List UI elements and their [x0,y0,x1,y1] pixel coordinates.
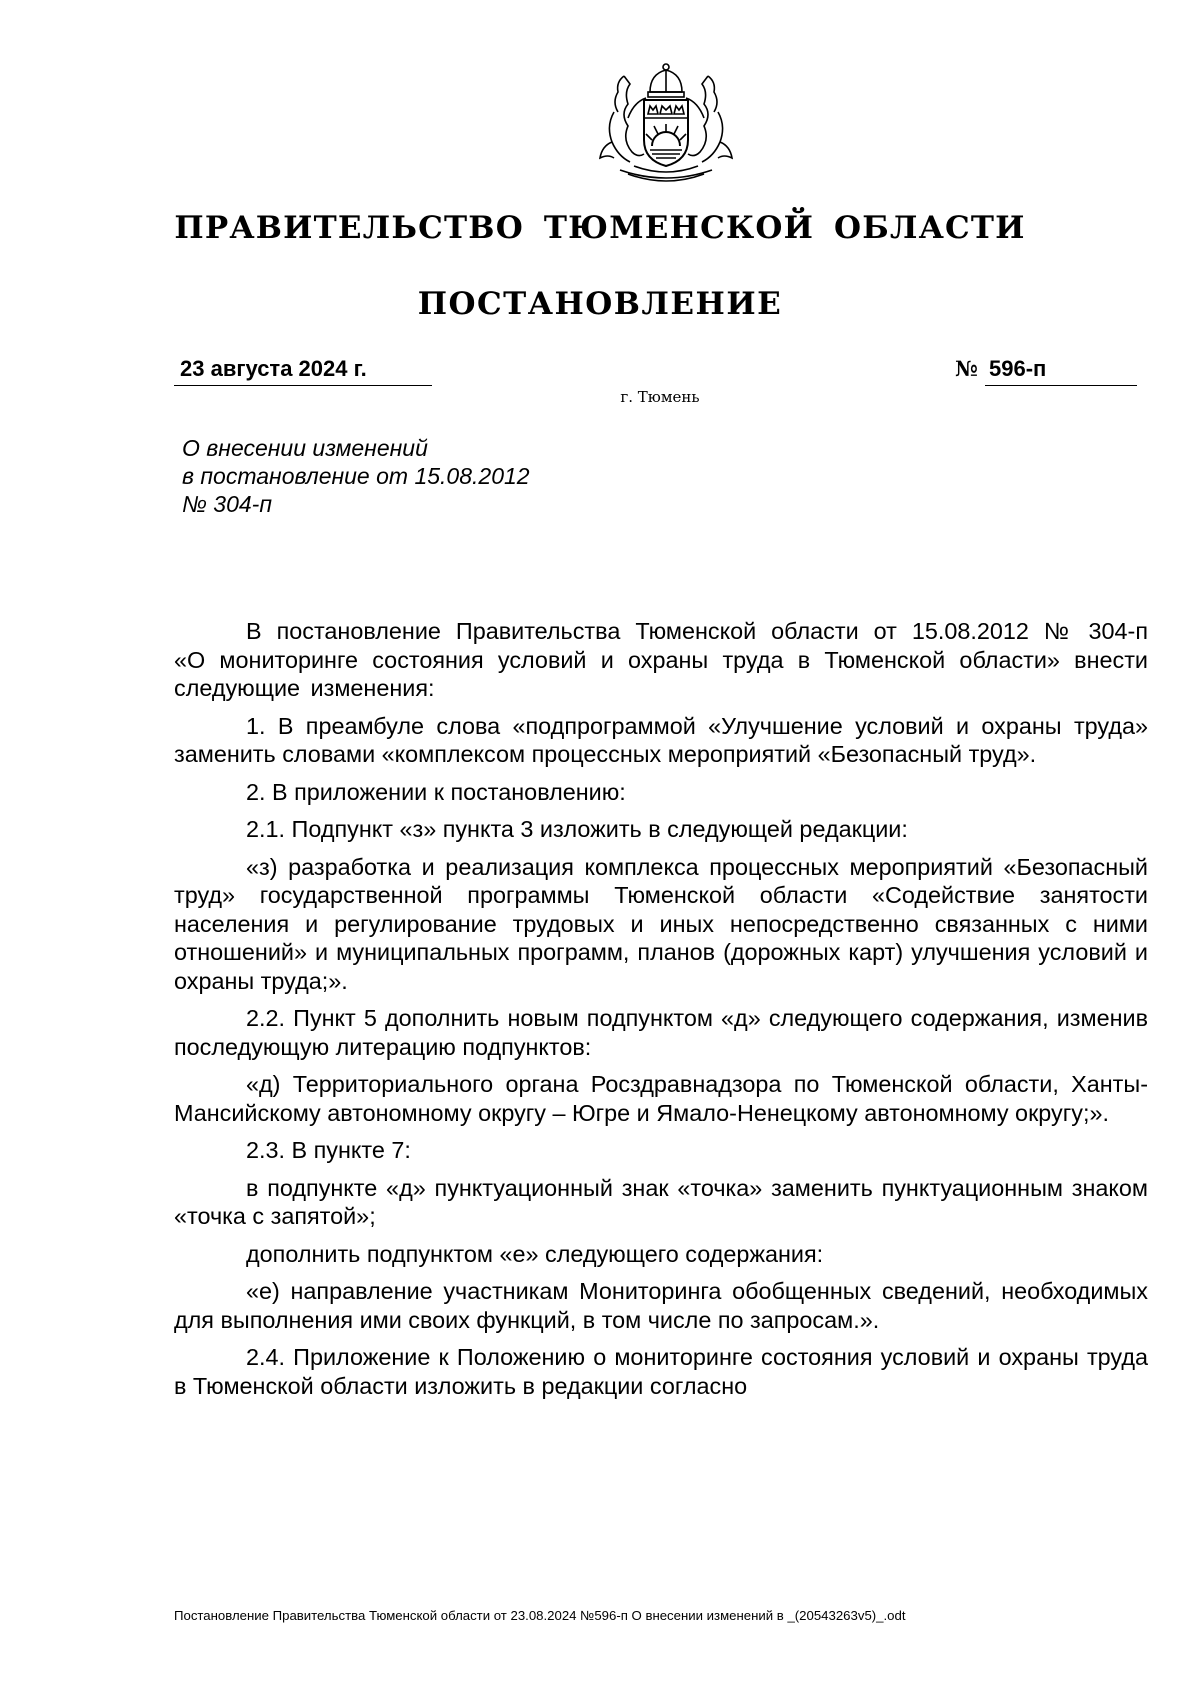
body-paragraph: дополнить подпунктом «е» следующего содержания: [246,1240,824,1267]
body-paragraph: 1. В преамбуле слова «подпрограммой «Улучшение условий и охраны труда» заменить словами «комплексом процессных мероприятий «Безопасный труд». [174,712,1148,767]
body-paragraph: 2.2. Пункт 5 дополнить новым подпунктом «д» следующего содержания, изменив последующую литерацию подпунктов: [174,1005,1148,1060]
body-paragraph: в подпункте «д» пунктуационный знак «точка» заменить пунктуационным знаком «точка с запятой»; [174,1174,1148,1229]
body-paragraph: 2.1. Подпункт «з» пункта 3 изложить в следующей редакции: [246,816,908,842]
subject-line: О внесении изменений [182,435,428,461]
subject-line: в постановление от 15.08.2012 [182,463,530,489]
body-paragraph: 2.4. Приложение к Положению о мониторинге состояния условий и охраны труда в Тюменской области изложить в редакции согласно [174,1344,1148,1399]
body-paragraph: «з) разработка и реализация комплекса процессных мероприятий «Безопасный труд» государственной программы Тюменской области «Содействие занятости населения и регулирование трудовых и иных непосредственно связанных с ними отношений» и муниципальных программ, планов (дорожных карт) улучшения условий и охраны труда;». [174,853,1148,994]
body-paragraph: 2.3. В пункте 7: [246,1137,411,1163]
organization-title: ПРАВИТЕЛЬСТВО ТЮМЕНСКОЙ ОБЛАСТИ [174,210,1026,246]
body-paragraph: 2. В приложении к постановлению: [246,778,626,805]
document-number: 596-п [985,356,1137,386]
document-date: 23 августа 2024 г. [174,356,432,386]
body-paragraph: В постановление Правительства Тюменской области от 15.08.2012 № 304-п «О мониторинге состояния условий и охраны труда в Тюменской области» внести следующие изменения: [174,618,1148,701]
document-subject [182,434,682,518]
number-sign: № [955,356,978,381]
city-label: г. Тюмень [620,388,700,406]
page-footer: Постановление Правительства Тюменской области от 23.08.2024 №596-п О внесении изменений в _(20543263v5)_.odt [174,1608,906,1623]
body-paragraph: «д) Территориального органа Росздравнадзора по Тюменской области, Ханты-Мансийскому автономному округу – Югре и Ямало-Ненецкому автономному округу;». [174,1071,1148,1126]
subject-line: № 304-п [182,491,272,517]
document-type-title: ПОСТАНОВЛЕНИЕ [417,286,783,322]
coat-of-arms-icon [594,62,738,190]
body-paragraph: «е) направление участникам Мониторинга обобщенных сведений, необходимых для выполнения ими своих функций, в том числе по запросам.». [174,1278,1148,1333]
document-body [174,617,1148,1409]
